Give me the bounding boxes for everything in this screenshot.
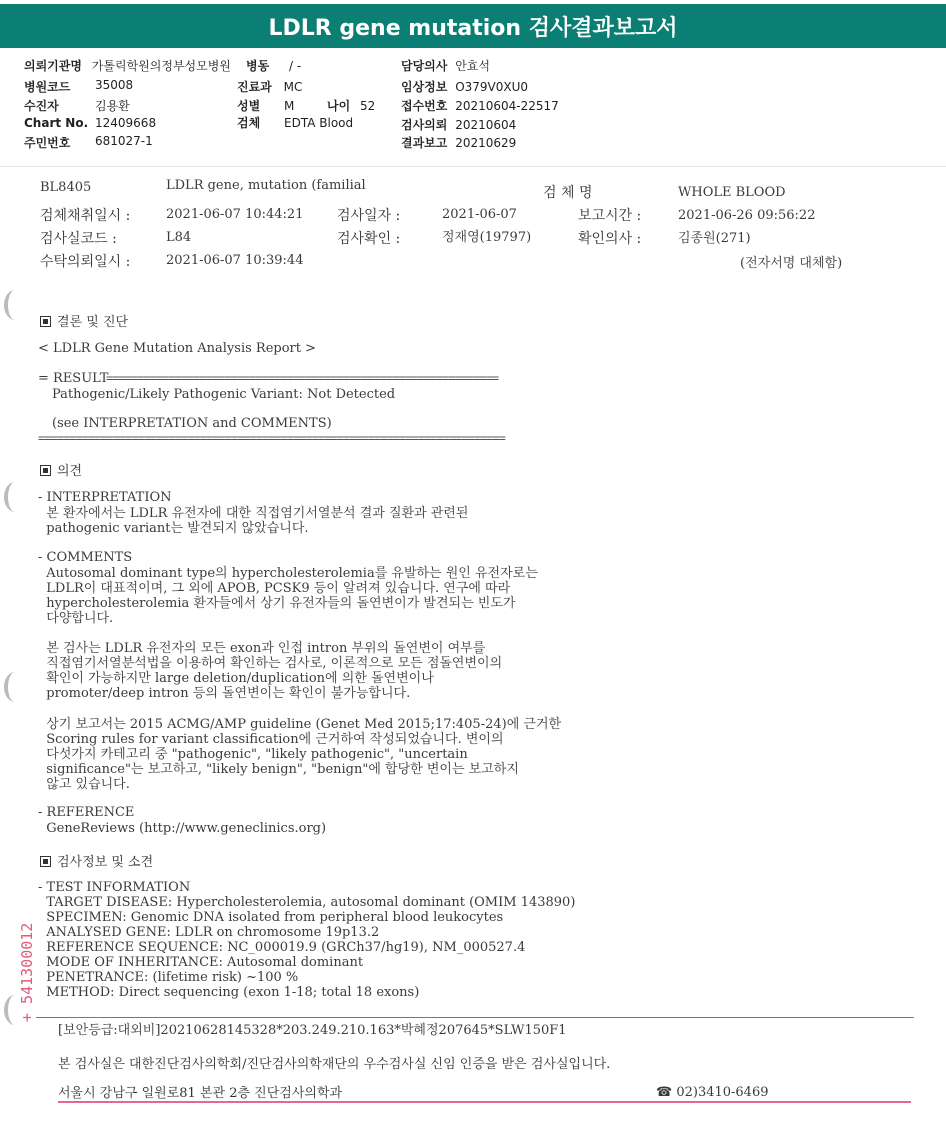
receipt-value: 20210604-22517 [455, 99, 559, 113]
request-value: 20210604 [455, 118, 517, 132]
test-name: LDLR gene, mutation (familial [166, 178, 366, 193]
comments-paragraph-2: 본 검사는 LDLR 유전자의 모든 exon과 인접 intron 부위의 돌연변이 여부를 직접염기서열분석법을 이용하여 확인하는 검사로, 이론적으로 모든 점돌연변이의 확인이 가능하지만 large deletion/duplication에 의한 돌연변이나 promoter/deep intron 등의 돌연변이는 확인이 불가능합니다. [46, 641, 503, 701]
square-bullet-icon [40, 465, 51, 476]
reference-text: GeneReviews (http://www.geneclinics.org) [38, 821, 327, 836]
age-row [327, 97, 375, 114]
collect-value: 2021-06-07 10:44:21 [166, 207, 304, 222]
report-date-label: 결과보고 [401, 136, 448, 150]
reporttime-label: 보고시간 : [578, 208, 642, 224]
esign-note: (전자서명 대체함) [740, 256, 843, 271]
comments-paragraph-3: 상기 보고서는 2015 ACMG/AMP guideline (Genet Med 2015;17:405-24)에 근거한 Scoring rules for variant classification에 근거하여 작성되었습니다. 변이의 다섯가지 카테고리 중 "pathogenic", "likely pathogenic", "uncertain significance"는 보고하고, "likely benign", "benign"에 합당한 변이는 보고하지 않고 있습니다. [46, 717, 562, 792]
doctor-value: 안효석 [455, 59, 490, 73]
request-row [401, 116, 516, 133]
sex-label: 성별 [237, 99, 261, 113]
consign-label: 수탁의뢰일시 : [40, 254, 131, 270]
report-date-value: 20210629 [455, 136, 517, 150]
see-line: (see INTERPRETATION and COMMENTS) [52, 416, 332, 431]
clinical-row [401, 78, 528, 95]
age-value: 52 [360, 99, 376, 113]
phone-text: ☎ 02)3410-6469 [656, 1085, 769, 1100]
result-label: = RESULT [38, 371, 113, 386]
square-bullet-icon [40, 856, 51, 867]
age-label: 나이 [327, 99, 351, 113]
doctor-label: 담당의사 [401, 59, 448, 73]
clinical-label: 임상정보 [401, 80, 448, 94]
interpretation-label: - INTERPRETATION [38, 490, 172, 505]
hospcode-value: 35008 [95, 78, 134, 92]
section-conclusion [40, 311, 128, 330]
specimen-label: 검체 [237, 116, 261, 130]
testdate-value: 2021-06-07 [442, 207, 517, 222]
confirmdoc-value: 김종원(271) [678, 231, 751, 246]
chart-value: 12409668 [95, 116, 157, 130]
punch-hole-2 [4, 482, 26, 512]
document-stamp-number: + 541300012 [18, 922, 36, 1022]
clinical-value: O379V0XU0 [455, 80, 529, 94]
id-row [24, 134, 153, 151]
sex-row [237, 97, 294, 114]
dept-row [237, 78, 302, 95]
chart-label: Chart No. [24, 116, 89, 130]
labcode-value: L84 [166, 230, 192, 245]
report-date-row [401, 134, 516, 151]
specimen-row [237, 114, 353, 131]
test-information: - TEST INFORMATION TARGET DISEASE: Hypercholesterolemia, autosomal dominant (OMIM 143890) SPECIMEN: Genomic DNA isolated from peripheral blood leukocytes ANALYSED GENE: LDLR on chromosome 19p13.2 REFERENCE SEQUENCE: NC_000019.9 (GRCh37/hg19), NM_000527.4 MODE OF INHERITANCE: Autosomal dominant PENETRANCE: (lifetime risk) ~100 % METHOD: Direct sequencing (exon 1-18; total 18 exons) [38, 880, 576, 1000]
interpretation-text: 본 환자에서는 LDLR 유전자에 대한 직접염기서열분석 결과 질환과 관련된 pathogenic variant는 발견되지 않았습니다. [46, 506, 469, 536]
report-title: LDLR gene mutation 검사결과보고서 [0, 4, 946, 48]
reference-label: - REFERENCE [38, 805, 135, 820]
org-row [24, 57, 231, 74]
ward-label: 병동 [246, 59, 270, 73]
confirm-value: 정재영(19797) [442, 230, 532, 245]
patient-row [24, 97, 130, 114]
punch-hole-3 [4, 672, 26, 702]
specimen-name-label: 검 체 명 [543, 185, 593, 201]
consign-value: 2021-06-07 10:39:44 [166, 253, 304, 268]
punch-hole-1 [4, 290, 26, 320]
receipt-label: 접수번호 [401, 99, 448, 113]
org-label: 의뢰기관명 [24, 59, 82, 73]
sex-value: M [284, 99, 295, 113]
request-label: 검사의뢰 [401, 118, 448, 132]
patient-value: 김용환 [95, 99, 130, 113]
patient-label: 수진자 [24, 99, 59, 113]
org-value: 가톨릭학원의정부성모병원 [91, 59, 231, 73]
address-text: 서울시 강남구 일원로81 본관 2층 진단검사의학과 [58, 1086, 343, 1101]
id-value: 681027-1 [95, 134, 153, 148]
reporttime-value: 2021-06-26 09:56:22 [678, 208, 816, 223]
section-conclusion-title: 결론 및 진단 [57, 315, 129, 330]
section-testinfo [40, 851, 153, 870]
result-rule: =============================================================== [106, 371, 499, 385]
certification-text: 본 검사실은 대한진단검사의학회/진단검사의학재단의 우수검사실 신임 인증을 받은 검사실입니다. [58, 1057, 611, 1072]
testdate-label: 검사일자 : [337, 208, 401, 224]
dept-value: MC [283, 80, 303, 94]
receipt-row [401, 97, 559, 114]
specimen-name-value: WHOLE BLOOD [678, 185, 786, 200]
ward-value: / - [289, 59, 302, 73]
collect-label: 검체채취일시 : [40, 208, 131, 224]
confirm-label: 검사확인 : [337, 231, 401, 247]
section-testinfo-title: 검사정보 및 소견 [57, 855, 154, 870]
section-opinion-title: 의견 [57, 464, 83, 479]
doctor-row [401, 57, 490, 74]
address-underline [58, 1101, 911, 1103]
labcode-label: 검사실코드 : [40, 231, 117, 247]
section-opinion [40, 460, 82, 479]
hospcode-label: 병원코드 [24, 80, 71, 94]
dept-label: 진료과 [237, 80, 272, 94]
id-label: 주민번호 [24, 136, 71, 150]
hospcode-row [24, 78, 134, 95]
comments-label: - COMMENTS [38, 550, 133, 565]
footer-divider [36, 1017, 914, 1018]
result-rule-bottom: =========================================================================== [38, 431, 505, 445]
chart-row [24, 116, 157, 130]
confirmdoc-label: 확인의사 : [578, 231, 642, 247]
specimen-value: EDTA Blood [284, 116, 354, 130]
comments-paragraph-1: Autosomal dominant type의 hypercholesterolemia를 유발하는 원인 유전자로는 LDLR이 대표적이며, 그 외에 APOB, PCSK9 등이 알려져 있습니다. 연구에 따라 hypercholesterolemia 환자들에서 상기 유전자들의 돌연변이가 발견되는 빈도가 다양합니다. [46, 566, 538, 626]
analysis-title: < LDLR Gene Mutation Analysis Report > [38, 341, 317, 356]
result-line: Pathogenic/Likely Pathogenic Variant: Not Detected [52, 387, 396, 402]
test-code: BL8405 [40, 180, 92, 195]
square-bullet-icon [40, 316, 51, 327]
security-line: [보안등급:대외비]20210628145328*203.249.210.163*박혜정207645*SLW150F1 [58, 1023, 567, 1038]
ward-row [246, 57, 301, 74]
